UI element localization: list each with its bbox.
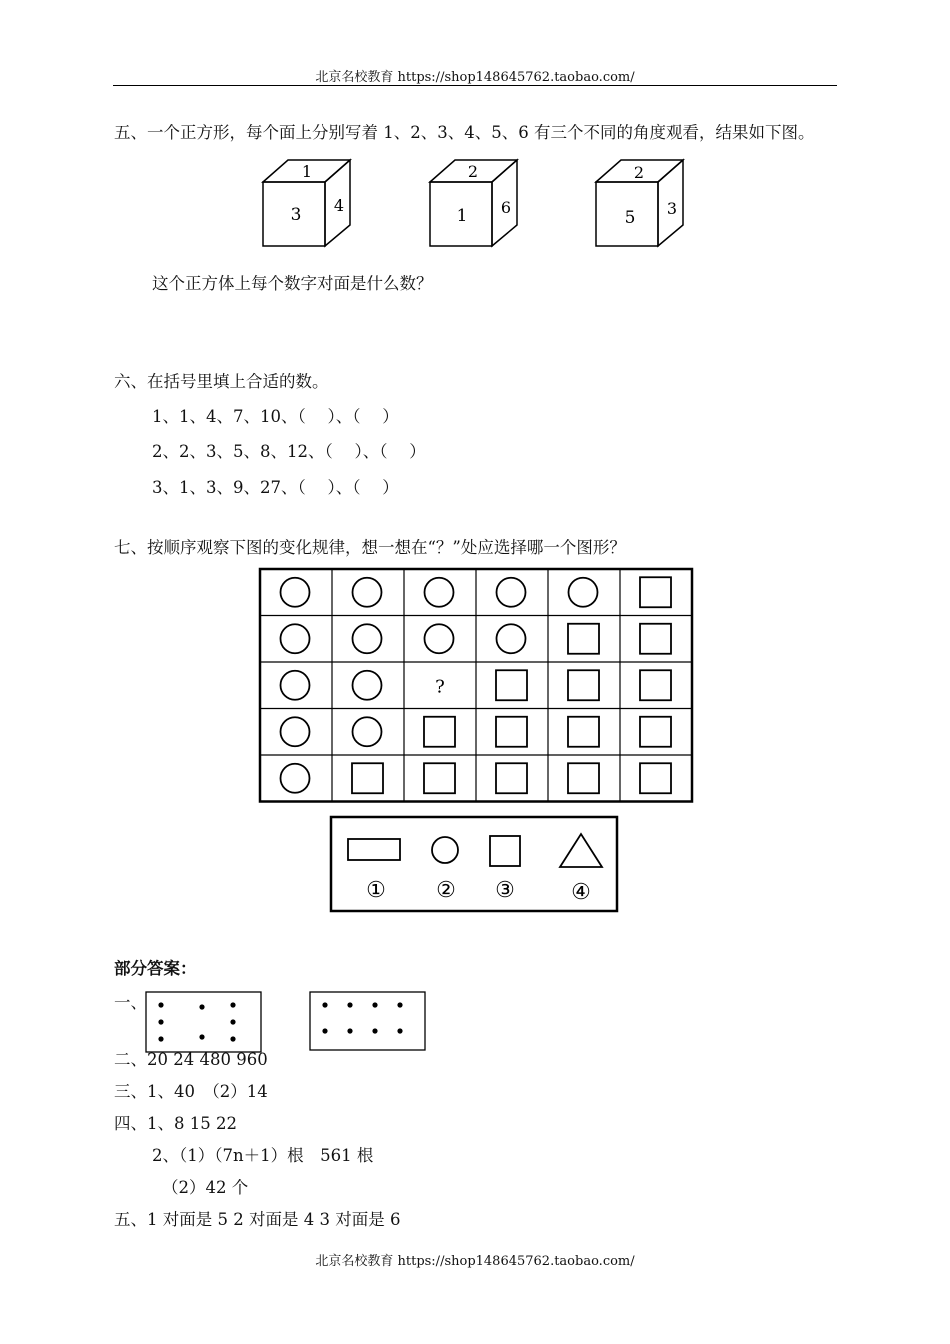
answer-4-1: 四、1、8 15 22 [114, 1114, 237, 1133]
answer-5: 五、1 对面是 5 2 对面是 4 3 对面是 6 [114, 1210, 401, 1229]
option-1-label: ① [366, 878, 386, 903]
cube-2-top: 2 [467, 162, 479, 181]
answer-3: 三、1、40 （2）14 [114, 1082, 268, 1101]
q5-cubes-figure [250, 155, 700, 255]
grid-square [496, 717, 527, 747]
grid-question-mark: ? [435, 676, 445, 698]
grid-square [640, 624, 671, 654]
cube-3-top: 2 [633, 163, 645, 182]
option-3-label: ③ [495, 878, 515, 903]
answer-4-2: 2、（1）（7n＋1）根 561 根 [152, 1146, 374, 1165]
page-header: 北京名校教育 https://shop148645762.taobao.com/ [315, 70, 635, 85]
cube-1-front: 3 [290, 205, 302, 225]
grid-square [496, 670, 527, 700]
grid-circle [281, 671, 310, 700]
grid-square [424, 763, 455, 793]
grid-square [640, 670, 671, 700]
cube-2 [430, 160, 517, 246]
grid-circle [497, 624, 526, 653]
q6-line-3: 3、1、3、9、27、（ ）、（ ） [152, 478, 399, 497]
grid-circle [353, 671, 382, 700]
grid-circle [281, 764, 310, 793]
cube-2-side: 6 [500, 198, 512, 217]
q6-line-2: 2、2、3、5、8、12、（ ）、（ ） [152, 442, 426, 461]
grid-circle [497, 578, 526, 607]
answer-1-prefix: 一、 [114, 993, 147, 1012]
answer-4-3: （2）42 个 [162, 1178, 249, 1197]
q5-question: 这个正方体上每个数字对面是什么数？ [152, 274, 433, 293]
cube-3-side: 3 [666, 199, 678, 218]
grid-circle [353, 578, 382, 607]
q6-title: 六、在括号里填上合适的数。 [114, 372, 329, 391]
dot-box-2 [310, 992, 425, 1050]
option-3-square-shape [490, 836, 520, 866]
q7-options-box [327, 815, 622, 915]
grid-circle [281, 578, 310, 607]
grid-square [640, 763, 671, 793]
grid-circle [425, 578, 454, 607]
grid-circle [281, 624, 310, 653]
answer-1-dot-figures [140, 988, 440, 1056]
page-footer: 北京名校教育 https://shop148645762.taobao.com/ [315, 1254, 635, 1269]
grid-square [640, 577, 671, 607]
option-4-label: ④ [571, 880, 591, 905]
option-4-triangle-shape [560, 834, 602, 867]
cube-2-front: 1 [456, 206, 468, 226]
grid-square [640, 717, 671, 747]
q7-title: 七、按顺序观察下图的变化规律，想一想在“？”处应选择哪一个图形？ [114, 538, 626, 557]
q6-line-1: 1、1、4、7、10、（ ）、（ ） [152, 407, 399, 426]
option-2-label: ② [436, 878, 456, 903]
grid-circle [353, 717, 382, 746]
q7-pattern-grid [255, 565, 697, 807]
answers-title: 部分答案： [114, 959, 197, 978]
grid-circle [353, 624, 382, 653]
cube-1-top: 1 [301, 162, 313, 181]
cube-3-front: 5 [624, 208, 636, 228]
cube-1 [263, 160, 350, 246]
grid-square [568, 763, 599, 793]
cube-1-side: 4 [333, 196, 345, 215]
grid-circle [425, 624, 454, 653]
header-rule [113, 85, 837, 86]
grid-circle [281, 717, 310, 746]
grid-square [568, 670, 599, 700]
grid-square [568, 624, 599, 654]
grid-square [496, 763, 527, 793]
grid-circle [569, 578, 598, 607]
grid-square [352, 763, 383, 793]
option-1-rectangle-shape [348, 839, 400, 860]
grid-square [424, 717, 455, 747]
cube-3 [596, 160, 683, 246]
answer-2: 二、20 24 480 960 [114, 1050, 268, 1069]
option-2-circle-shape [432, 837, 458, 863]
grid-square [568, 717, 599, 747]
q5-title: 五、一个正方形，每个面上分别写着 1、2、3、4、5、6 有三个不同的角度观看，结果如下图。 [114, 123, 815, 142]
